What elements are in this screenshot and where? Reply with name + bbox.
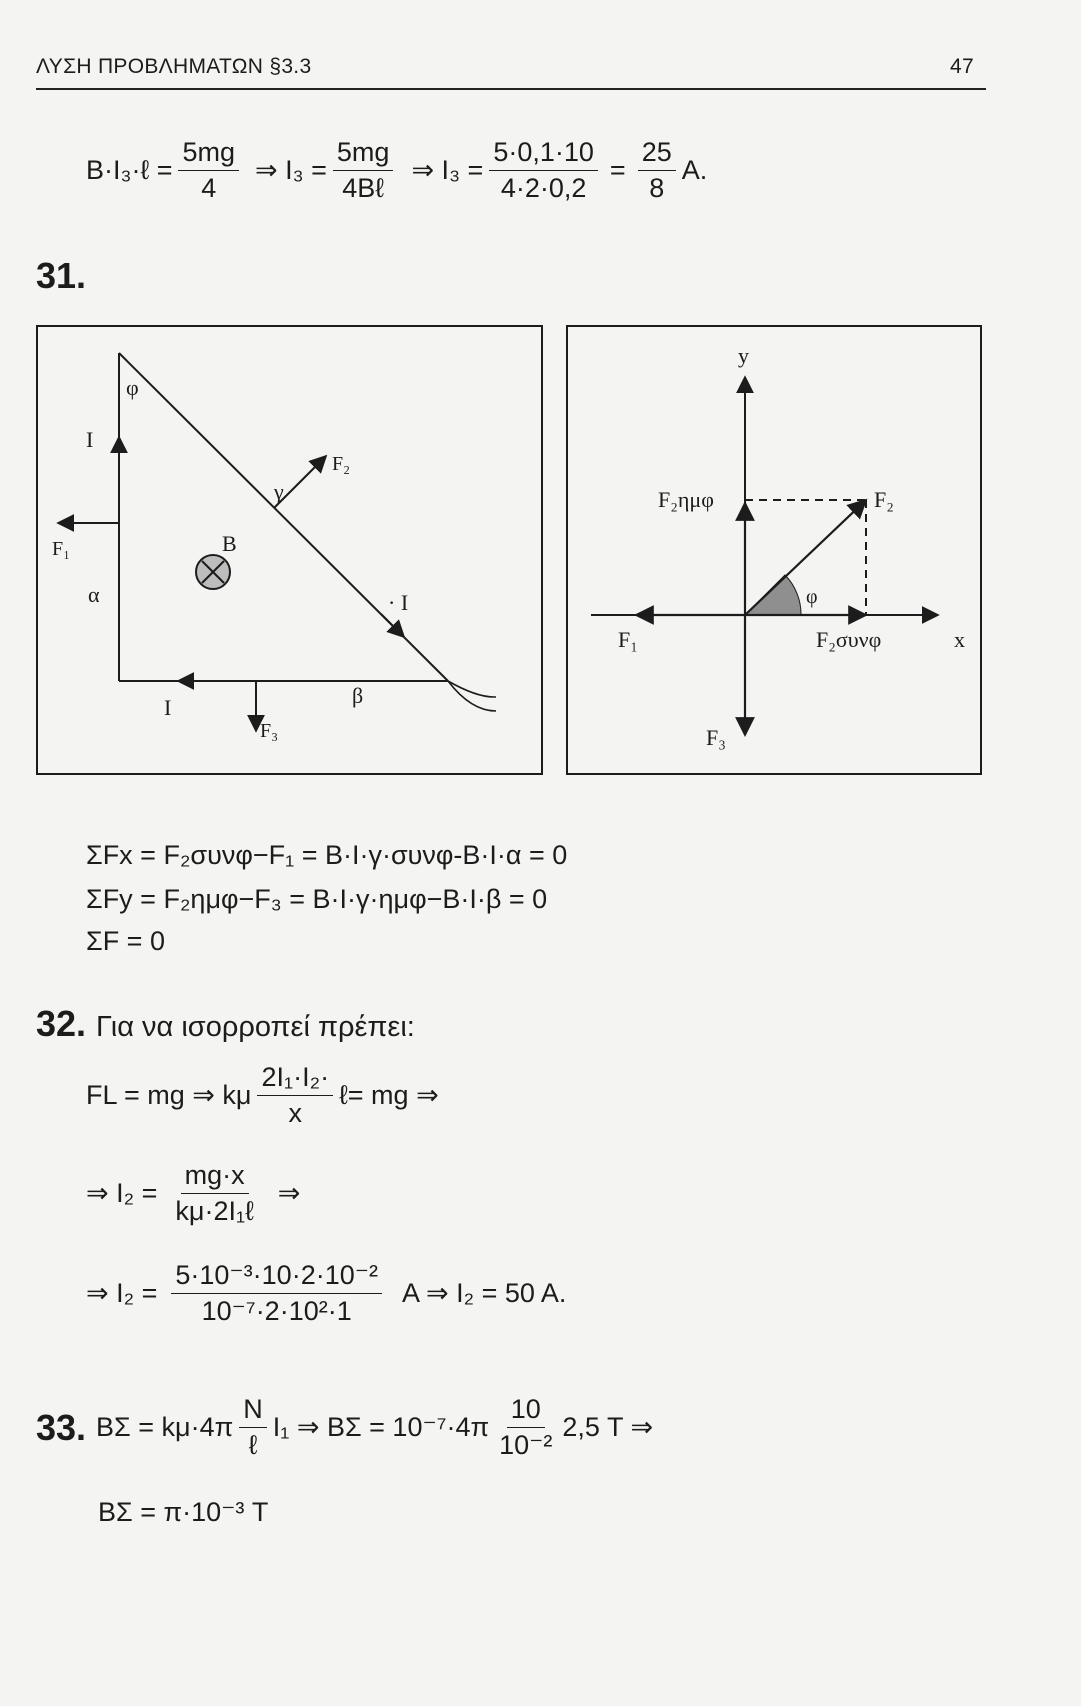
- fraction-numerator: N: [239, 1394, 267, 1428]
- fraction-numeric: [489, 137, 598, 204]
- fraction-numeric: [171, 1260, 382, 1327]
- problem-33-number: 33.: [36, 1406, 87, 1448]
- force-balance-equation: [86, 1062, 439, 1129]
- top-eq-equals: =: [609, 155, 626, 185]
- label-current-diagonal: · I: [388, 590, 409, 615]
- eq33-part-a: BΣ = kμ·4π: [96, 1412, 234, 1442]
- fraction-denominator: x: [288, 1098, 303, 1128]
- angle-phi-sector: [745, 575, 801, 615]
- top-eq-unit: A.: [681, 155, 708, 185]
- fraction-numerator: 10: [507, 1394, 545, 1428]
- problem-32-number: 32.: [36, 1003, 87, 1044]
- header-rule: [36, 88, 986, 90]
- figure-frame: [567, 326, 981, 774]
- eq32-line1-rhs: ℓ= mg ⇒: [339, 1080, 439, 1110]
- page-number: 47: [950, 55, 974, 78]
- fraction-denominator: 4Bℓ: [342, 173, 385, 203]
- fraction-denominator: 8: [649, 173, 665, 203]
- problem-33-equation: [36, 1394, 653, 1461]
- label-f1: F₁: [618, 627, 638, 652]
- fraction-5mg-4: [178, 137, 239, 204]
- label-current-bottom: I: [164, 695, 172, 720]
- label-f1: F₁: [52, 538, 71, 560]
- eq32-line2-rhs: ⇒: [277, 1178, 301, 1208]
- fraction-denominator: 4·2·0,2: [500, 173, 587, 203]
- label-b: B: [222, 531, 237, 556]
- label-gamma: γ: [274, 479, 284, 504]
- current-arrow-diagonal: [381, 614, 404, 637]
- fraction-25-8: [638, 137, 676, 204]
- label-alpha: α: [88, 582, 100, 607]
- eq32-line1-lhs: FL = mg ⇒ kμ: [86, 1080, 252, 1110]
- fraction-numerator: 5·10⁻³·10·2·10⁻²: [171, 1260, 382, 1294]
- label-current-left: I: [86, 427, 94, 452]
- figure-triangle-wire: [36, 325, 543, 775]
- fraction-5mg-4bl: [333, 137, 394, 204]
- top-eq-step2: ⇒ I₃ =: [411, 155, 484, 185]
- label-f2: F₂: [874, 487, 894, 512]
- fraction-denominator: 10⁻²: [499, 1430, 553, 1460]
- problem-32-intro: Για να ισορροπεί πρέπει:: [96, 1011, 415, 1043]
- eq32-line3-rhs: A ⇒ I₂ = 50 A.: [401, 1278, 567, 1308]
- figure-frame: [37, 326, 542, 774]
- fraction-denominator: 10⁻⁷·2·10²·1: [201, 1296, 352, 1326]
- fraction-denominator: kμ·2I₁ℓ: [175, 1196, 254, 1226]
- fraction-denominator: 4: [201, 173, 217, 203]
- problem-31-number: 31.: [36, 255, 87, 296]
- eq33-part-c: 2,5 T ⇒: [562, 1412, 654, 1442]
- eq33-part-b: I₁ ⇒ BΣ = 10⁻⁷·4π: [272, 1412, 490, 1442]
- eq32-line2-lhs: ⇒ I₂ =: [86, 1178, 158, 1208]
- fraction-numerator: mg·x: [181, 1160, 249, 1194]
- label-f2-sin: F₂ημφ: [658, 487, 714, 512]
- fraction-numerator: 5mg: [178, 137, 239, 171]
- label-phi: φ: [126, 375, 139, 400]
- label-f3: F₃: [706, 725, 726, 750]
- magnetic-field-into-page-icon: [196, 555, 230, 589]
- fraction-numerator: 5mg: [333, 137, 394, 171]
- fraction-force: [257, 1062, 333, 1129]
- label-x-axis: x: [954, 627, 965, 652]
- eq32-line3-lhs: ⇒ I₂ =: [86, 1278, 158, 1308]
- label-f2-cos: F₂συνφ: [816, 627, 882, 652]
- label-phi: φ: [806, 586, 818, 608]
- fraction-current: [171, 1160, 257, 1227]
- fraction-numerator: 25: [638, 137, 676, 171]
- fraction-numerator: 5·0,1·10: [489, 137, 598, 171]
- fraction-n-over-l: [239, 1394, 267, 1461]
- current-formula-equation: [86, 1160, 300, 1227]
- fraction-10-over-10e-2: [495, 1394, 556, 1461]
- fraction-denominator: ℓ: [248, 1430, 258, 1460]
- top-eq-lhs: B·I₃·ℓ =: [86, 155, 173, 185]
- label-y-axis: y: [738, 343, 749, 368]
- label-beta: β: [352, 683, 364, 708]
- label-f3: F₃: [260, 720, 279, 742]
- sum-fy-equation: ΣFy = F₂ημφ−F₃ = B·I·γ·ημφ−B·I·β = 0: [86, 884, 548, 914]
- fraction-numerator: 2I₁·I₂·: [257, 1062, 333, 1096]
- running-header-title: ΛΥΣΗ ΠΡΟΒΛΗΜΑΤΩΝ §3.3: [36, 55, 312, 78]
- top-eq-step1: ⇒ I₃ =: [255, 155, 327, 185]
- problem-33-result: BΣ = π·10⁻³ T: [98, 1497, 269, 1527]
- sum-fx-equation: ΣFx = F₂συνφ−F₁ = B·I·γ·συνφ-B·I·α = 0: [86, 840, 568, 870]
- problem-32-heading: [36, 1003, 415, 1045]
- label-f2: F₂: [332, 453, 351, 475]
- current-numeric-equation: [86, 1260, 566, 1327]
- sum-f-equation: ΣF = 0: [86, 926, 165, 956]
- top-equation: [86, 137, 707, 204]
- figure-force-components: [566, 325, 982, 775]
